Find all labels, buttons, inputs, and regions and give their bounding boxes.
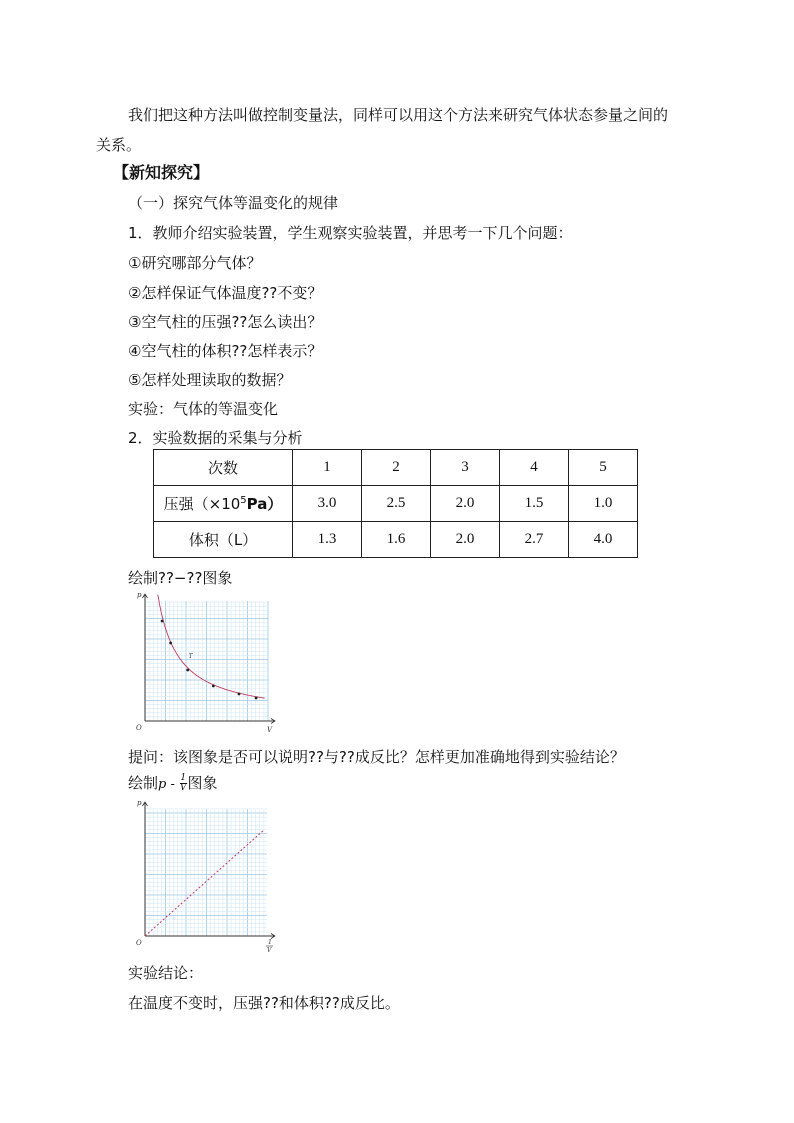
fraction-numerator: 1 <box>180 773 187 783</box>
table-cell: 2 <box>362 450 431 486</box>
question-2: ②怎样保证气体温度??不变？ <box>128 284 323 302</box>
table-row <box>154 522 638 558</box>
conclusion-label: 实验结论： <box>128 964 204 982</box>
chart-2-caption-post: 图象 <box>187 774 218 792</box>
pressure-label-cell <box>154 486 293 522</box>
question-4: ④空气柱的体积??怎样表示？ <box>128 342 323 360</box>
intro-line-2: 关系。 <box>96 136 142 154</box>
table-row <box>154 450 638 486</box>
chart-2-caption-pre: 绘制 <box>128 774 159 792</box>
experiment-label: 实验：气体的等温变化 <box>128 400 279 418</box>
table-cell: 2.0 <box>431 522 500 558</box>
table-cell: 1.5 <box>500 486 569 522</box>
table-cell: 3.0 <box>293 486 362 522</box>
data-table <box>153 449 638 558</box>
y-axis-label: p <box>137 591 142 599</box>
data-point <box>238 693 241 696</box>
origin-label: O <box>136 939 142 947</box>
table-cell: 5 <box>569 450 638 486</box>
question-1: ①研究哪部分气体？ <box>128 254 262 272</box>
table-cell: 1.0 <box>569 486 638 522</box>
x-axis-label-denominator: V <box>267 947 272 954</box>
table-cell: 2.0 <box>431 486 500 522</box>
pressure-label-pre: 压强（×10 <box>163 495 241 513</box>
data-point <box>161 620 164 623</box>
volume-label-cell: 体积（L） <box>154 522 293 558</box>
pressure-label-post: Pa） <box>246 495 283 513</box>
data-point <box>212 685 215 688</box>
pressure-label-sup: 5 <box>240 495 247 506</box>
curve-label: T <box>188 653 193 660</box>
table-cell: 2.7 <box>500 522 569 558</box>
chart-2-caption-formula: p - <box>158 777 179 792</box>
table-cell: 1 <box>293 450 362 486</box>
table-row <box>154 486 638 522</box>
step-2-text: 2．实验数据的采集与分析 <box>128 429 303 447</box>
step-1-text: 1．教师介绍实验装置，学生观察实验装置，并思考一下几个问题： <box>128 224 573 242</box>
table-header-cell: 次数 <box>154 450 293 486</box>
table-cell: 4 <box>500 450 569 486</box>
chart-1-caption: 绘制??−??图象 <box>128 569 233 587</box>
table-cell: 3 <box>431 450 500 486</box>
section-title: 【新知探究】 <box>113 163 210 182</box>
p-inverse-v-chart-svg <box>130 796 280 954</box>
data-point <box>255 697 258 700</box>
x-axis-label: V <box>267 726 273 734</box>
fraction-denominator: V <box>180 783 187 793</box>
intro-line-1: 我们把这种方法叫做控制变量法，同样可以用这个方法来研究气体状态参量之间的 <box>128 106 669 124</box>
p-inverse-v-chart <box>130 796 280 954</box>
question-3: ③空气柱的压强??怎么读出？ <box>128 313 323 331</box>
table-cell: 2.5 <box>362 486 431 522</box>
y-axis-label: p <box>137 799 142 807</box>
data-point <box>169 642 172 645</box>
chart-2-caption <box>128 772 218 796</box>
conclusion-text: 在温度不变时，压强??和体积??成反比。 <box>128 994 400 1012</box>
subsection-title: （一）探究气体等温变化的规律 <box>128 194 339 212</box>
question-5: ⑤怎样处理读取的数据？ <box>128 371 292 389</box>
table-cell: 1.6 <box>362 522 431 558</box>
x-axis-label-numerator: 1 <box>268 939 272 946</box>
pv-chart <box>130 588 280 736</box>
question-text: 提问：该图象是否可以说明??与??成反比？怎样更加准确地得到实验结论？ <box>128 748 625 766</box>
grid <box>145 809 267 936</box>
grid <box>145 601 268 721</box>
pv-chart-svg <box>130 588 280 736</box>
chart-2-caption-fraction <box>180 774 187 793</box>
data-point <box>186 669 189 672</box>
table-cell: 1.3 <box>293 522 362 558</box>
table-cell: 4.0 <box>569 522 638 558</box>
origin-label: O <box>136 724 142 732</box>
